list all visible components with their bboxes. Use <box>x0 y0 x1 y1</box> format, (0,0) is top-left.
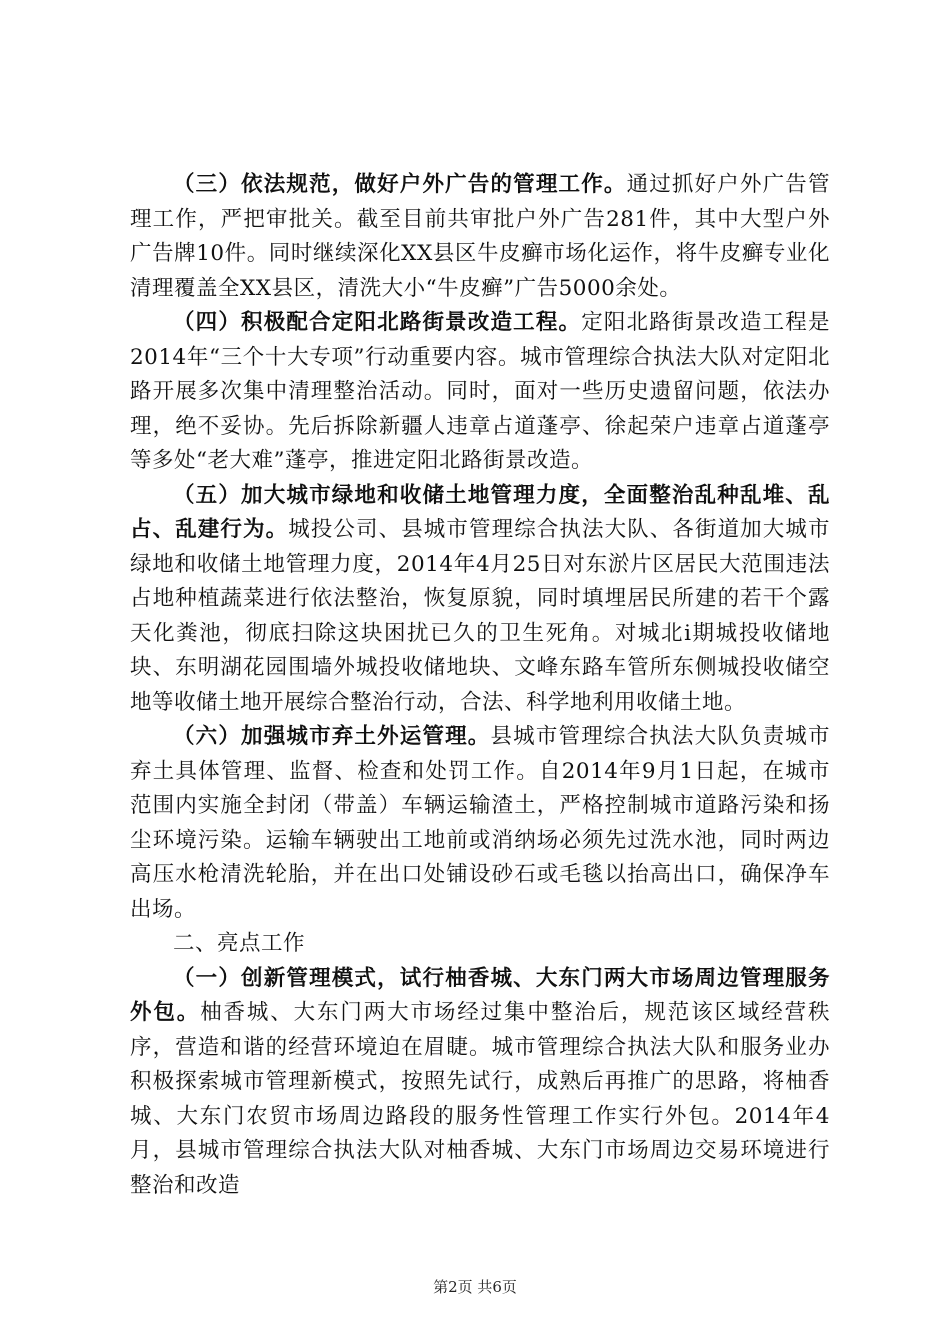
paragraph-green-land <box>130 479 830 721</box>
section-heading: 二、亮点工作 <box>173 931 306 956</box>
paragraph-heading: （一）创新管理模式，试行柚香城、大东门两大市场周边管理服务外包。 <box>130 965 830 1025</box>
document-body <box>130 168 830 1203</box>
paragraph-outsourcing <box>130 962 830 1204</box>
paragraph-text: 柚香城、大东门两大市场经过集中整治后，规范该区域经营秩序，营造和谐的经营环境迫在眉睫。城市管理综合执法大队和服务业办积极探索城市管理新模式，按照先试行，成熟后再推广的思路，将柚香城、大东门农贸市场周边路段的服务性管理工作实行外包。2014年4月，县城市管理综合执法大队对柚香城、大东门市场周边交易环境进行整治和改造 <box>130 1000 830 1198</box>
paragraph-text: 城投公司、县城市管理综合执法大队、各街道加大城市绿地和收储土地管理力度，2014年4月25日对东淤片区居民大范围违法占地种植蔬菜进行依法整治，恢复原貌，同时填埋居民所建的若干个露天化粪池，彻底扫除这块困扰已久的卫生死角。对城北i期城投收储地块、东明湖花园围墙外城投收储地块、文峰东路车管所东侧城投收储空地等收储土地开展综合整治行动，合法、科学地利用收储土地。 <box>130 517 830 715</box>
paragraph-heading: （六）加强城市弃土外运管理。 <box>173 724 491 749</box>
paragraph-text: 定阳北路街景改造工程是2014年“三个十大专项”行动重要内容。城市管理综合执法大队对定阳北路开展多次集中清理整治活动。同时，面对一些历史遗留问题，依法办理，绝不妥协。先后拆除新疆人违章占道蓬亭、徐起荣户违章占道蓬亭等多处“老大难”蓬亭，推进定阳北路街景改造。 <box>130 310 830 473</box>
paragraph-outdoor-ads <box>130 168 830 306</box>
paragraph-heading: （五）加大城市绿地和收储土地管理力度，全面整治乱种乱堆、乱占、乱建行为。 <box>130 482 830 542</box>
page-footer: 第2页 共6页 <box>433 1278 517 1296</box>
paragraph-waste-soil <box>130 720 830 927</box>
paragraph-text: 县城市管理综合执法大队负责城市弃土具体管理、监督、检查和处罚工作。自2014年9月1日起，在城市范围内实施全封闭（带盖）车辆运输渣土，严格控制城市道路污染和扬尘环境污染。运输车辆驶出工地前或消纳场必须先过洗水池，同时两边高压水枪清洗轮胎，并在出口处铺设砂石或毛毯以抬高出口，确保净车出场。 <box>130 724 830 922</box>
paragraph-text: 通过抓好户外广告管理工作，严把审批关。截至目前共审批户外广告281件，其中大型户外广告牌10件。同时继续深化XX县区牛皮癣市场化运作，将牛皮癣专业化清理覆盖全XX县区，清洗大小“牛皮癣”广告5000余处。 <box>130 172 830 301</box>
paragraph-heading: （三）依法规范，做好户外广告的管理工作。 <box>173 172 627 197</box>
paragraph-street-renovation <box>130 306 830 479</box>
paragraph-heading: （四）积极配合定阳北路街景改造工程。 <box>173 310 582 335</box>
